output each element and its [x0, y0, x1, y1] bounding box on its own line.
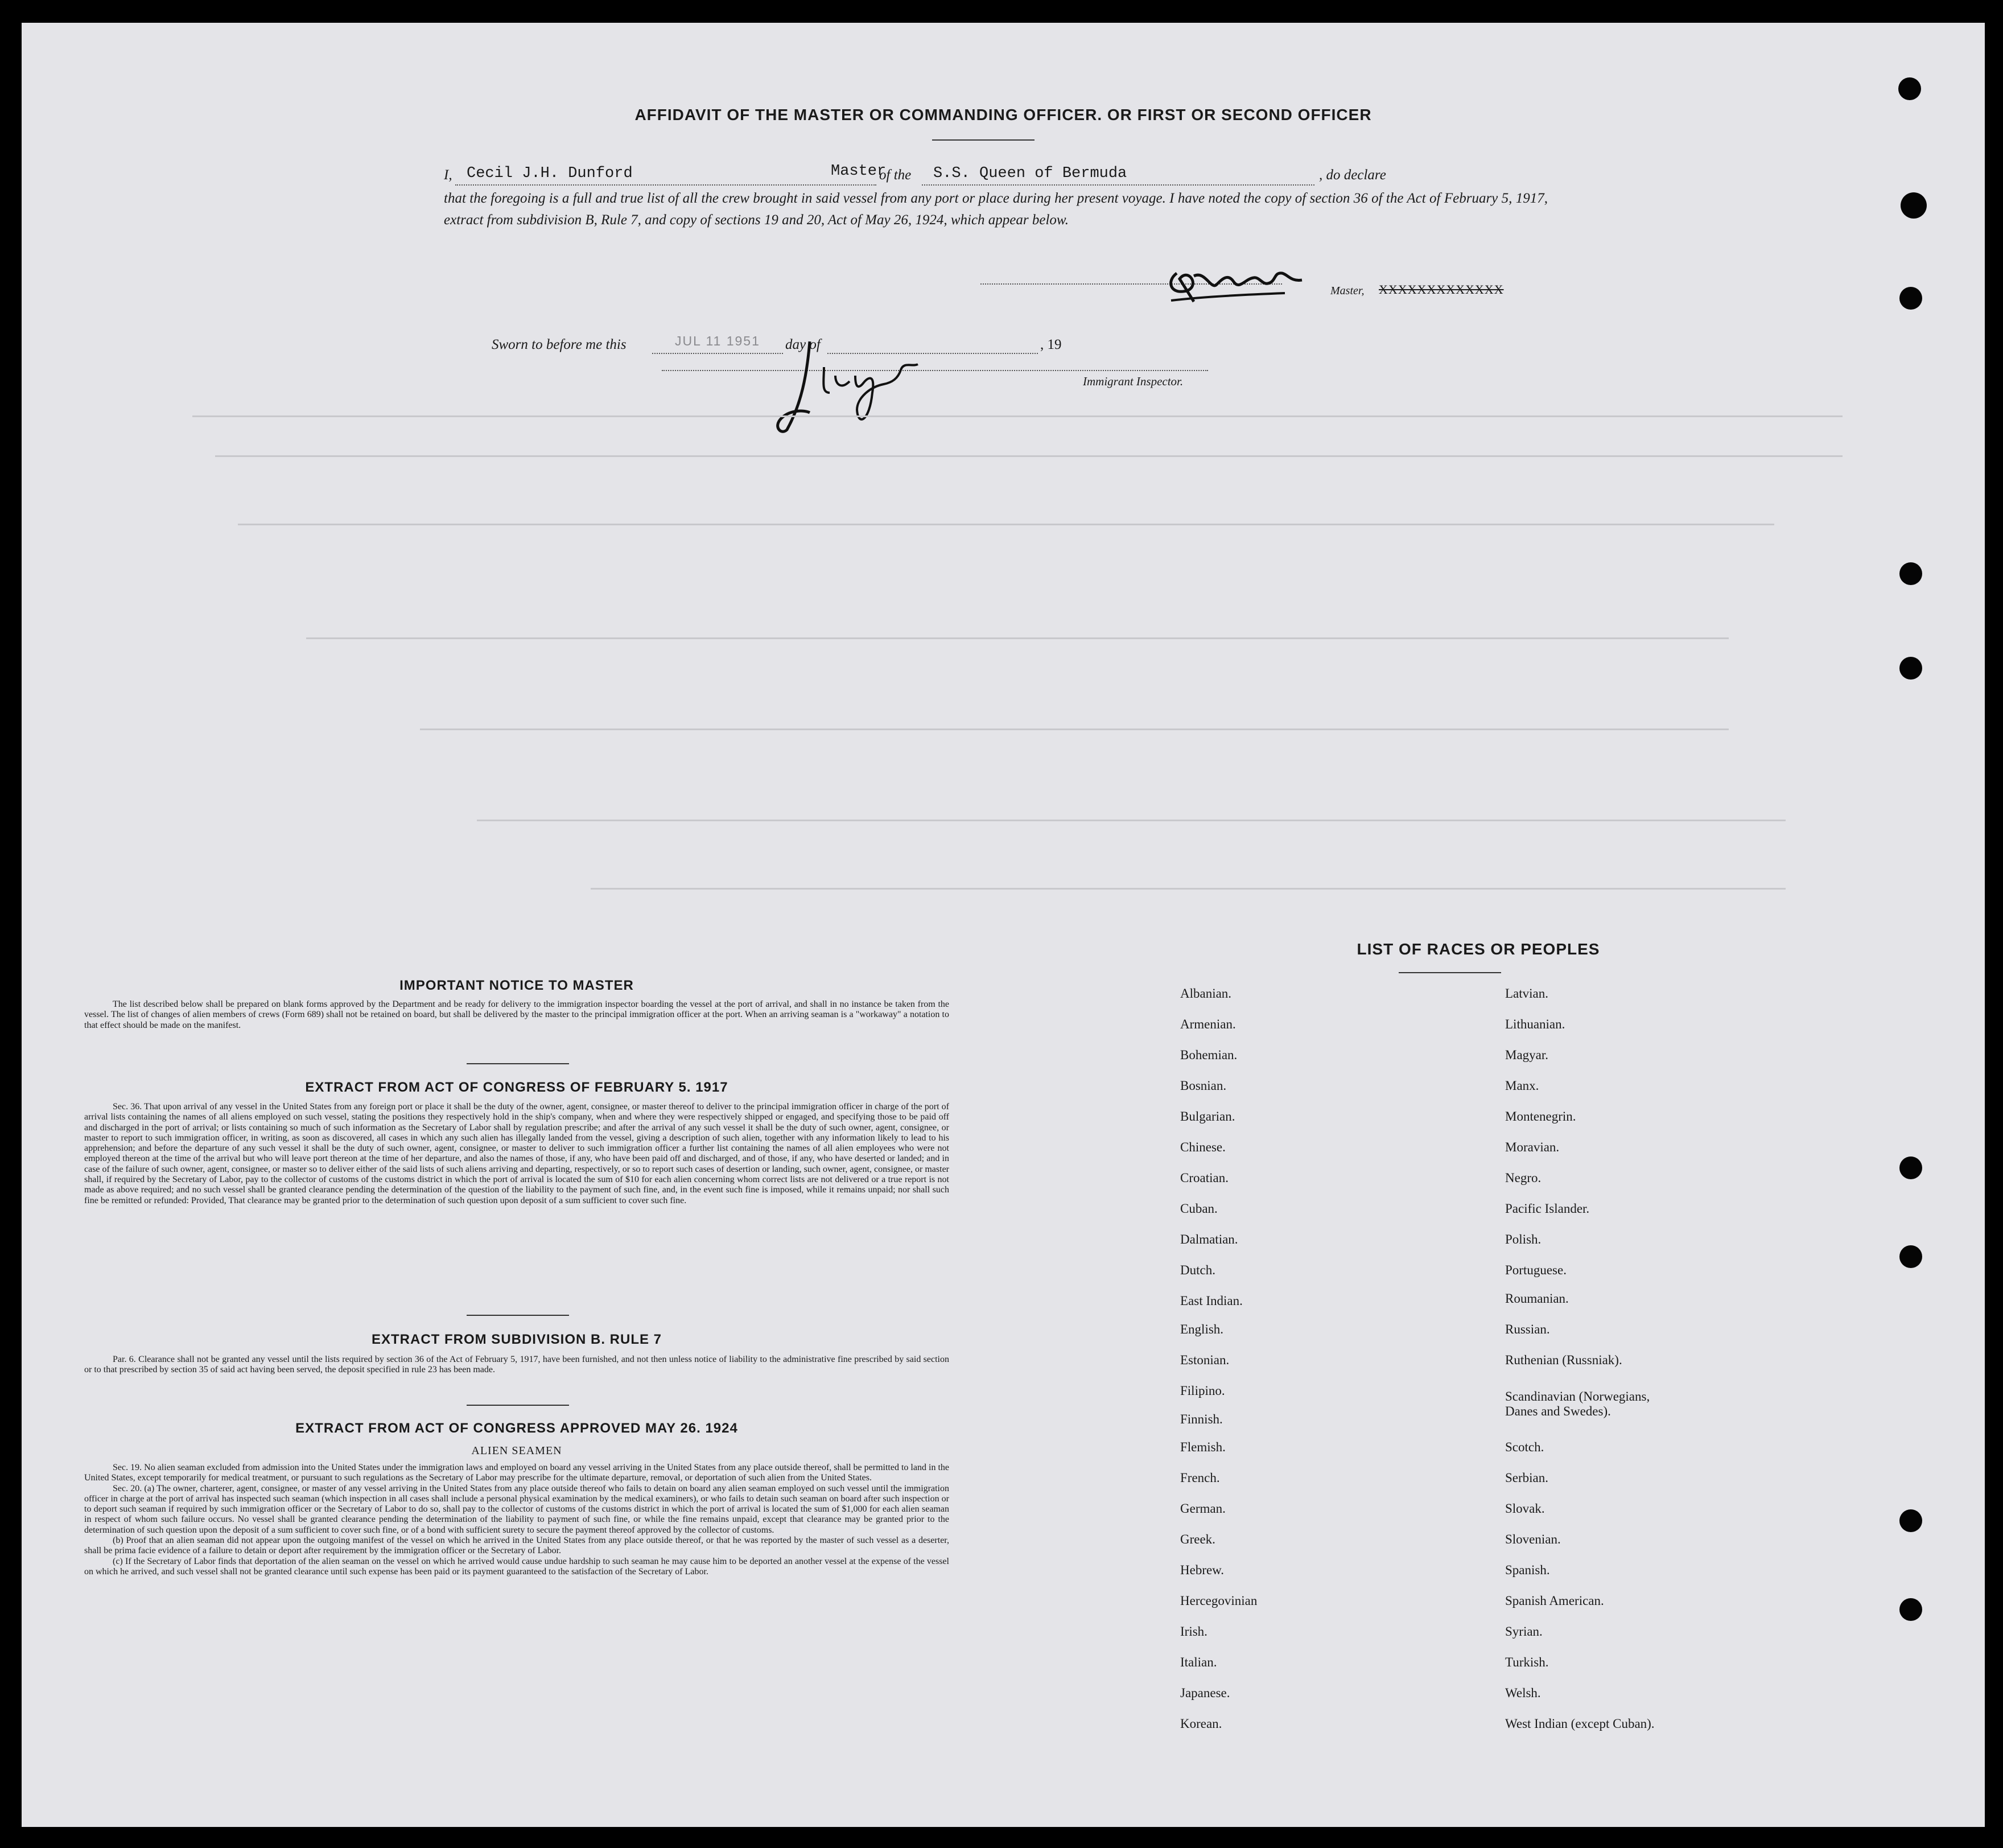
officer-name: Cecil J.H. Dunford [467, 165, 633, 182]
race-item: Dutch. [1180, 1263, 1215, 1277]
notice-title: IMPORTANT NOTICE TO MASTER [399, 978, 634, 993]
rule7-rule [467, 1405, 569, 1406]
day-of-label: day of [785, 337, 821, 352]
notice-rule [467, 1063, 569, 1064]
race-item: Russian. [1505, 1322, 1550, 1336]
race-item: Scandinavian (Norwegians, Danes and Swedes). [1505, 1389, 1650, 1418]
do-declare-label: , do declare [1319, 167, 1386, 183]
race-item: Albanian. [1180, 986, 1232, 1001]
punch-hole [1899, 657, 1922, 680]
show-through-mark [420, 729, 1729, 730]
race-item: East Indian. [1180, 1294, 1243, 1308]
race-item: Croatian. [1180, 1171, 1229, 1185]
race-item: Italian. [1180, 1655, 1217, 1669]
race-item: French. [1180, 1471, 1220, 1485]
race-item: Manx. [1505, 1079, 1539, 1093]
show-through-mark [238, 524, 1774, 525]
sec20c-paragraph: (c) If the Secretary of Labor finds that deportation of the alien seaman on the vessel on which he arrived would cause undue hardship to such seaman he may cause him to be deported an another vessel at the expense of the vessel on which he arrived, and such vessel shall not be granted clearance until such expense has been paid or its payment guaranteed to the satisfaction of the Secretary of Labor. [84, 1556, 949, 1577]
show-through-mark [477, 820, 1786, 821]
affidavit-title: AFFIDAVIT OF THE MASTER OR COMMANDING OFFICER. OR FIRST OR SECOND OFFICER [634, 106, 1372, 124]
race-item: Moravian. [1505, 1140, 1560, 1154]
race-item: Serbian. [1505, 1471, 1549, 1485]
inspector-label: Immigrant Inspector. [1083, 374, 1184, 388]
punch-hole [1899, 1509, 1922, 1532]
punch-hole [1899, 1245, 1922, 1268]
race-item: Latvian. [1505, 986, 1548, 1001]
show-through-mark [215, 455, 1843, 457]
inspector-signature [756, 313, 943, 438]
officer-rank: Master [831, 163, 887, 180]
notice-paragraph: The list described below shall be prepared on blank forms approved by the Department and be ready for delivery to the immigration inspector boarding the vessel at the port of arrival, and shall in no instance be taken from the vessel. The list of changes of alien members of crews (Form 689) shall not be retained on board, but shall be delivered by the master to the principal immigration officer at the port. When an arriving seaman is a "workaway" a notation to that effect should be made on the manifest. [84, 999, 949, 1030]
race-item: Bohemian. [1180, 1048, 1238, 1062]
race-item: Slovak. [1505, 1501, 1545, 1516]
sworn-label: Sworn to before me this [492, 337, 627, 352]
race-item: Portuguese. [1505, 1263, 1567, 1277]
race-item: Hebrew. [1180, 1563, 1225, 1577]
show-through-mark [192, 415, 1843, 417]
officer-name-field [455, 163, 887, 186]
year-prefix: , 19 [1040, 337, 1062, 352]
master-struck-text: XXXXXXXXXXXXX [1379, 282, 1504, 297]
race-item: Spanish American. [1505, 1594, 1604, 1608]
title-rule [932, 139, 1035, 141]
punch-hole [1899, 1598, 1922, 1621]
sec36-paragraph: Sec. 36. That upon arrival of any vessel in the United States from any foreign port or place it shall be the duty of the owner, agent, consignee, or master thereof to deliver to the principal immigration officer in charge of the port of arrival lists containing the names of all aliens employed on such vessel, stating the positions they respectively hold in the ship's company, when and where they were respectively shipped or engaged, and specifying those to be paid off and discharged in the port of arrival; or lists containing so much of such information as the Secretary of Labor shall by regulation prescribe; and after the arrival of any such vessel it shall be the duty of such owner, agent, consignee, or master to report to such immigration officer, in writing, as soon as discovered, all cases in which any such alien has illegally landed from the vessel, giving a description of such alien, together with any information likely to lead to his apprehension; and before the departure of any such vessel it shall be the duty of such owner, agent, consignee, or master to deliver to such immigration officer a further list containing the names of all alien employees who were not employed thereon at the time of the arrival but who will leave port thereon at the time of her departure, and also the names of those, if any, who have been paid off and discharged, and of those, if any, who have deserted or landed; and in case of the failure of such owner, agent, consignee, or master so to deliver either of the said lists of such aliens arriving and departing, respectively, or so to report such cases of desertion or landing, such owner, agent, consignee, or master shall, if required by the Secretary of Labor, pay to the collector of customs of the customs district in which the port of arrival is located the sum of $10 for each alien concerning whom correct lists are not delivered or a true report is not made as above required; and no such vessel shall be granted clearance pending the determination of the question of the liability to the payment of such fine, and, in the event such fine is imposed, while it remains unpaid; nor shall such fine be remitted or refunded: Provided, That clearance may be granted prior to the determination of such question upon deposit of a sum sufficient to cover such fine. [84, 1102, 949, 1205]
race-item: German. [1180, 1501, 1226, 1516]
race-item: Scotch. [1505, 1440, 1544, 1454]
punch-hole [1898, 77, 1921, 100]
extract-1924-text [84, 1463, 949, 1577]
extract-1924-title: EXTRACT FROM ACT OF CONGRESS APPROVED MAY 26. 1924 [295, 1421, 738, 1436]
extract-1917-rule [467, 1315, 569, 1316]
punch-hole [1899, 1156, 1922, 1179]
extract-1917-title: EXTRACT FROM ACT OF CONGRESS OF FEBRUARY 5. 1917 [305, 1080, 728, 1095]
race-item: Armenian. [1180, 1017, 1236, 1031]
of-the-label: of the [879, 167, 912, 183]
race-item: Chinese. [1180, 1140, 1226, 1154]
race-item: Spanish. [1505, 1563, 1550, 1577]
sec20b-paragraph: (b) Proof that an alien seaman did not appear upon the outgoing manifest of the vessel on which he arrived in the United States from any place outside thereof, or that he was reported by the master of such vessel as a deserter, shall be prima facie evidence of a failure to detain or deport after requirement by the immigration officer or the Secretary of Labor. [84, 1536, 949, 1556]
race-item: Slovenian. [1505, 1532, 1561, 1546]
alien-seamen-subtitle: ALIEN SEAMEN [471, 1444, 562, 1457]
race-item: Turkish. [1505, 1655, 1549, 1669]
race-item: Dalmatian. [1180, 1232, 1238, 1246]
race-item: Bosnian. [1180, 1079, 1227, 1093]
date-stamp: JUL 11 1951 [675, 334, 760, 348]
race-item: Japanese. [1180, 1686, 1230, 1700]
punch-hole [1899, 562, 1922, 585]
race-item: Ruthenian (Russniak). [1505, 1353, 1622, 1367]
race-item: Flemish. [1180, 1440, 1226, 1454]
document-page [22, 23, 1985, 1827]
punch-hole [1901, 192, 1927, 219]
race-item: Magyar. [1505, 1048, 1549, 1062]
notice-text [84, 999, 949, 1031]
race-item: Irish. [1180, 1624, 1207, 1639]
races-title: LIST OF RACES OR PEOPLES [1357, 940, 1600, 958]
rule7-title: EXTRACT FROM SUBDIVISION B. RULE 7 [371, 1332, 662, 1347]
par6-paragraph: Par. 6. Clearance shall not be granted any vessel until the lists required by section 36 of the Act of February 5, 1917, have been furnished, and not then unless notice of liability to the administrative fine prescribed by said section or to that prescribed by section 35 of said act having been served, the deposit specified in rule 23 has been made. [84, 1355, 949, 1375]
race-item: Syrian. [1505, 1624, 1543, 1639]
declaration-body: that the foregoing is a full and true list of all the crew brought in said vessel from any port or place during her present voyage. I have noted the copy of section 36 of the Act of February 5, 1917, extract from subdivision B, Rule 7, and copy of sections 19 and 20, Act of May 26, 1924, which appear below. [444, 191, 1548, 228]
declaration-line [444, 165, 1548, 188]
race-item: Korean. [1180, 1717, 1222, 1731]
race-item: Estonian. [1180, 1353, 1230, 1367]
sec19-paragraph: Sec. 19. No alien seaman excluded from admission into the United States under the immigration laws and employed on board any vessel arriving in the United States from any place outside thereof, shall be permitted to land in the United States, except temporarily for medical treatment, or pursuant to such regulations as the Secretary of Labor may prescribe for the ultimate departure, removal, or deportation of such alien from the United States. [84, 1463, 949, 1483]
race-item: Pacific Islander. [1505, 1201, 1590, 1216]
master-signature [1154, 250, 1325, 313]
race-item: Filipino. [1180, 1384, 1225, 1398]
punch-hole [1899, 287, 1922, 310]
race-item: Cuban. [1180, 1201, 1218, 1216]
rule7-text [84, 1355, 949, 1376]
show-through-mark [591, 888, 1786, 890]
race-item: West Indian (except Cuban). [1505, 1717, 1655, 1731]
race-item: Lithuanian. [1505, 1017, 1565, 1031]
master-label: Master, [1330, 285, 1365, 297]
race-item: Greek. [1180, 1532, 1215, 1546]
show-through-mark [306, 637, 1729, 639]
race-item: Finnish. [1180, 1412, 1223, 1426]
races-rule [1399, 972, 1501, 973]
race-item: Hercegovinian [1180, 1594, 1258, 1608]
race-item: Welsh. [1505, 1686, 1541, 1700]
line-prefix: I, [444, 167, 452, 183]
race-item: Bulgarian. [1180, 1109, 1235, 1123]
extract-1917-text [84, 1102, 949, 1206]
race-item: Negro. [1505, 1171, 1542, 1185]
race-item: Roumanian. [1505, 1291, 1569, 1306]
race-item: Montenegrin. [1505, 1109, 1576, 1123]
sec20a-paragraph: Sec. 20. (a) The owner, charterer, agent, consignee, or master of any vessel arriving in the United States from any place outside thereof who fails to detain on board any alien seaman employed on such vessel until the immigration officer in charge at the port of arrival has inspected such seaman (which inspection in all cases shall include a personal physical examination by the medical examiners), or who fails to detain such seaman on board after such inspection or to deport such seaman if required by such immigration officer or the Secretary of Labor to do so, shall pay to the collector of customs of the customs district in which the port of arrival is located the sum of $1,000 for each alien seaman in respect of whom such failure occurs. No vessel shall be granted clearance pending the determination of the liability to payment of such fine, or while the fine remains unpaid, except that clearance may be granted prior to the determination of such question upon the deposit of a sum sufficient to cover such fine, or of a bond with sufficient surety to secure the payment thereof approved by the collector of customs. [84, 1483, 949, 1535]
race-item: Polish. [1505, 1232, 1542, 1246]
vessel-field [922, 165, 1314, 186]
race-item: English. [1180, 1322, 1224, 1336]
vessel-name: S.S. Queen of Bermuda [933, 165, 1127, 182]
